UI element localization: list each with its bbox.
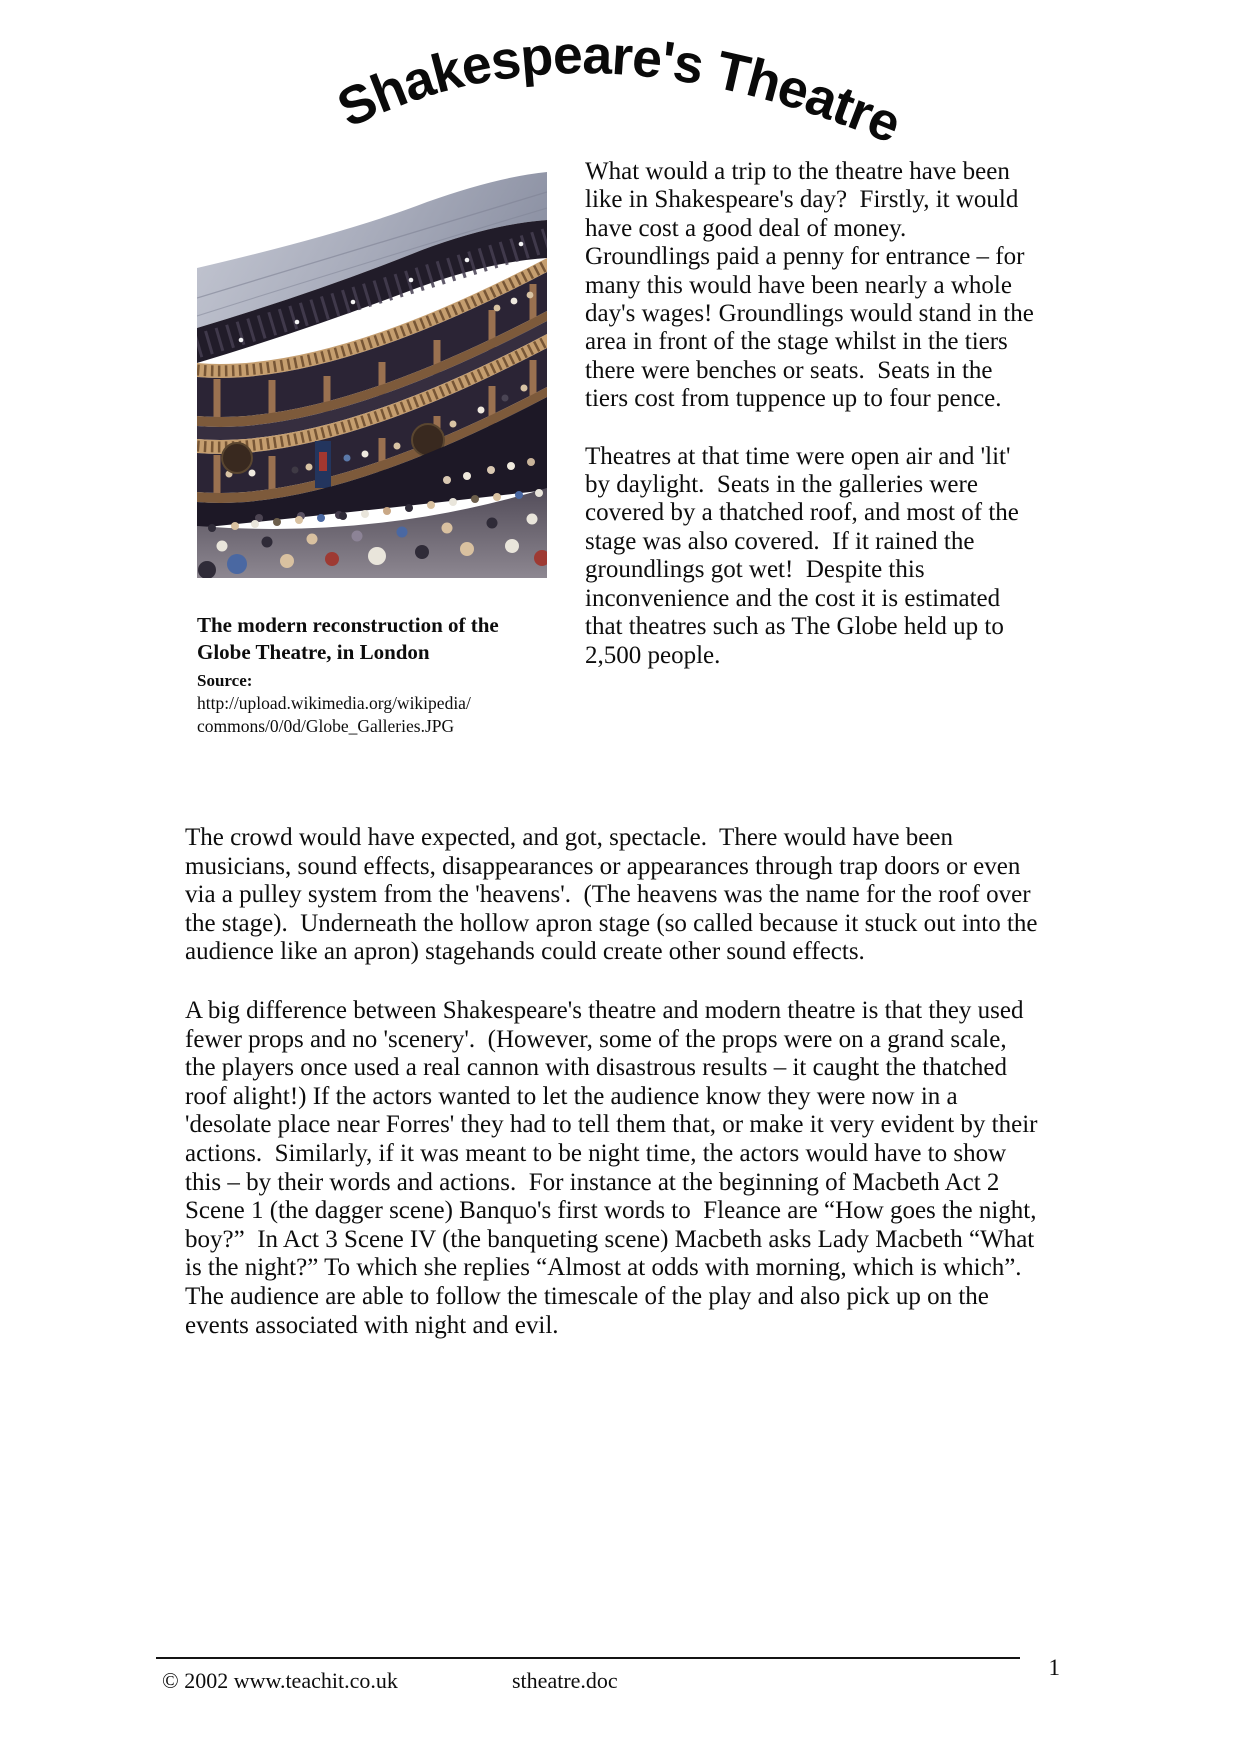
figure-column — [185, 158, 549, 738]
body-paragraph-2: A big difference between Shakespeare's theatre and modern theatre is that they used fewer props and no 'scenery'. (However, some of the props were on a grand scale, the players once used a real cannon with disastrous results – it caught the thatched roof alight!) If the actors wanted to let the audience know they were now in a 'desolate place near Forres' they had to tell them that, or make it very evident by their actions. Similarly, if it was meant to be night time, the actors would have to show this – by their words and actions. For instance at the beginning of Macbeth Act 2 Scene 1 (the dagger scene) Banquo's first words to Fleance are “How goes the night, boy?” In Act 3 Scene IV (the banqueting scene) Macbeth asks Lady Macbeth “What is the night?” To which she replies “Almost at odds with morning, which is which”. The audience are able to follow the timescale of the play and also pick up on the events associated with night and evil. — [185, 996, 1044, 1339]
body-section — [185, 824, 1042, 1340]
source-url-line-1: http://upload.wikimedia.org/wikipedia/ — [197, 693, 471, 713]
footer-row — [156, 1655, 1060, 1694]
intro-column — [585, 158, 1040, 738]
source-label: Source: — [197, 671, 253, 690]
page-title — [310, 24, 930, 174]
svg-text:Shakespeare's Theatre — [328, 25, 908, 155]
intro-paragraph-2: Theatres at that time were open air and 'lit' by daylight. Seats in the galleries were covered by a thatched roof, and most of the stage was also covered. If it rained the groundlings got wet! Despite this inconvenience and the cost it is estimated that theatres such as The Globe held up to 2,500 people. — [585, 442, 1026, 669]
footer-page-number: 1 — [1048, 1655, 1060, 1680]
footer-copyright: © 2002 www.teachit.co.uk — [162, 1668, 398, 1693]
caption-line-1: The modern reconstruction of the — [197, 613, 499, 637]
page-footer — [156, 1655, 1060, 1694]
two-column-section — [185, 158, 1040, 738]
caption-line-2: Globe Theatre, in London — [197, 640, 430, 664]
globe-theatre-interior-photo — [197, 158, 547, 578]
body-paragraph-1: The crowd would have expected, and got, spectacle. There would have been musicians, sound effects, disappearances or appearances through trap doors or even via a pulley system from the 'heavens'. (The heavens was the name for the roof over the stage). Underneath the hollow apron stage (so called because it stuck out into the audience like an apron) stagehands could create other sound effects. — [185, 824, 1044, 966]
footer-filename: stheatre.doc — [512, 1668, 618, 1693]
figure — [197, 158, 547, 738]
photo-banner-flag — [315, 441, 331, 488]
intro-paragraph-1: What would a trip to the theatre have been like in Shakespeare's day? Firstly, it would have cost a good deal of money. Groundlings paid a penny for entrance – for many this would have been nearly a whole day's wages! Groundlings would stand in the area in front of the stage whilst in the tiers there were benches or seats. Seats in the tiers cost from tuppence up to four pence. — [585, 158, 1041, 413]
page-title-text: Shakespeare's Theatre — [328, 25, 909, 155]
source-url-line-2: commons/0/0d/Globe_Galleries.JPG — [197, 716, 455, 736]
figure-caption — [197, 612, 547, 738]
